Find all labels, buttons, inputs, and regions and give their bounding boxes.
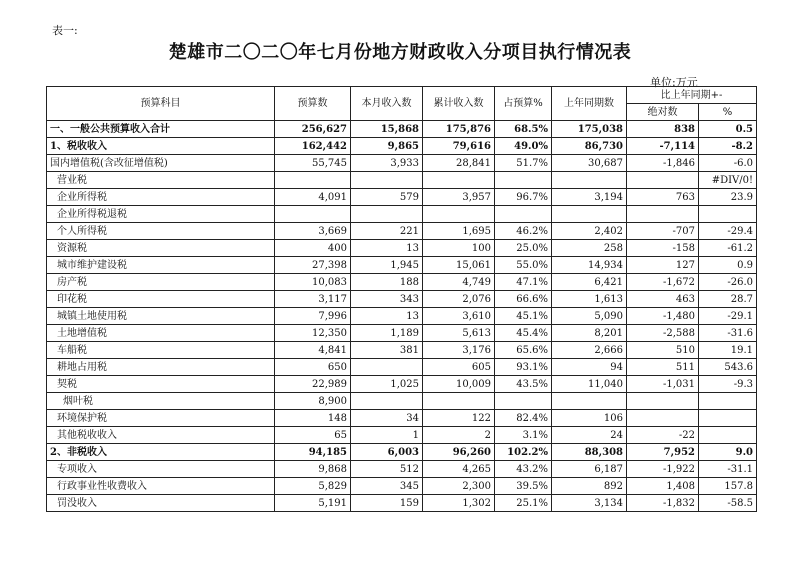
cell-pct-budget: 47.1%	[495, 274, 552, 291]
header-pct: %	[699, 104, 757, 121]
cell-abs	[627, 410, 699, 427]
cell-abs	[627, 172, 699, 189]
cell-pct-budget: 46.2%	[495, 223, 552, 240]
cell-pct: 19.1	[699, 342, 757, 359]
table-row	[47, 138, 757, 155]
cell-budget: 94,185	[275, 444, 351, 461]
cell-last-year: 2,402	[552, 223, 627, 240]
table-row	[47, 325, 757, 342]
cell-pct-budget: 45.4%	[495, 325, 552, 342]
cell-pct: #DIV/0!	[699, 172, 757, 189]
cell-name: 环境保护税	[47, 410, 275, 427]
cell-budget: 3,117	[275, 291, 351, 308]
cell-budget: 5,191	[275, 495, 351, 512]
cell-abs: -158	[627, 240, 699, 257]
table-row	[47, 478, 757, 495]
cell-pct: -31.6	[699, 325, 757, 342]
cell-pct-budget: 43.5%	[495, 376, 552, 393]
cell-name: 专项收入	[47, 461, 275, 478]
cell-abs: 1,408	[627, 478, 699, 495]
cell-month: 3,933	[351, 155, 423, 172]
cell-last-year: 30,687	[552, 155, 627, 172]
cell-cumulative: 3,176	[423, 342, 495, 359]
cell-last-year: 3,194	[552, 189, 627, 206]
cell-pct-budget: 93.1%	[495, 359, 552, 376]
header-last-year: 上年同期数	[552, 87, 627, 121]
cell-last-year: 2,666	[552, 342, 627, 359]
cell-abs: 463	[627, 291, 699, 308]
header-item: 预算科目	[47, 87, 275, 121]
cell-pct: -31.1	[699, 461, 757, 478]
cell-cumulative: 1,695	[423, 223, 495, 240]
cell-pct-budget	[495, 393, 552, 410]
cell-last-year: 11,040	[552, 376, 627, 393]
cell-abs: 763	[627, 189, 699, 206]
cell-name: 2、非税收入	[47, 444, 275, 461]
cell-pct: -8.2	[699, 138, 757, 155]
cell-pct-budget: 55.0%	[495, 257, 552, 274]
cell-pct-budget: 96.7%	[495, 189, 552, 206]
cell-month: 512	[351, 461, 423, 478]
table-row	[47, 291, 757, 308]
cell-last-year: 3,134	[552, 495, 627, 512]
cell-cumulative	[423, 393, 495, 410]
header-cumulative: 累计收入数	[423, 87, 495, 121]
cell-abs: 511	[627, 359, 699, 376]
cell-abs	[627, 206, 699, 223]
cell-pct: -9.3	[699, 376, 757, 393]
cell-abs: -1,031	[627, 376, 699, 393]
cell-cumulative: 4,265	[423, 461, 495, 478]
cell-last-year: 5,090	[552, 308, 627, 325]
header-compare-group: 比上年同期+-	[627, 87, 757, 104]
cell-name: 烟叶税	[47, 393, 275, 410]
cell-cumulative: 15,061	[423, 257, 495, 274]
cell-abs: -1,672	[627, 274, 699, 291]
cell-last-year: 1,613	[552, 291, 627, 308]
cell-budget: 650	[275, 359, 351, 376]
cell-name: 营业税	[47, 172, 275, 189]
cell-month: 381	[351, 342, 423, 359]
cell-cumulative: 5,613	[423, 325, 495, 342]
cell-last-year: 14,934	[552, 257, 627, 274]
cell-budget: 7,996	[275, 308, 351, 325]
cell-name: 土地增值税	[47, 325, 275, 342]
table-row	[47, 444, 757, 461]
cell-abs: 7,952	[627, 444, 699, 461]
cell-budget: 400	[275, 240, 351, 257]
table-row	[47, 410, 757, 427]
table-row	[47, 393, 757, 410]
cell-last-year	[552, 172, 627, 189]
table-row	[47, 257, 757, 274]
table-row	[47, 342, 757, 359]
cell-last-year: 6,421	[552, 274, 627, 291]
cell-last-year: 88,308	[552, 444, 627, 461]
cell-cumulative: 79,616	[423, 138, 495, 155]
header-budget: 预算数	[275, 87, 351, 121]
cell-cumulative: 28,841	[423, 155, 495, 172]
cell-last-year: 24	[552, 427, 627, 444]
cell-abs: 510	[627, 342, 699, 359]
cell-budget: 27,398	[275, 257, 351, 274]
cell-abs: -2,588	[627, 325, 699, 342]
cell-month	[351, 393, 423, 410]
cell-pct-budget: 25.1%	[495, 495, 552, 512]
table-row	[47, 359, 757, 376]
cell-name: 印花税	[47, 291, 275, 308]
cell-name: 企业所得税	[47, 189, 275, 206]
cell-pct: 28.7	[699, 291, 757, 308]
cell-last-year: 94	[552, 359, 627, 376]
cell-last-year	[552, 206, 627, 223]
cell-pct-budget: 49.0%	[495, 138, 552, 155]
cell-month: 221	[351, 223, 423, 240]
cell-pct: 23.9	[699, 189, 757, 206]
cell-name: 罚没收入	[47, 495, 275, 512]
cell-cumulative: 175,876	[423, 121, 495, 138]
cell-abs: -7,114	[627, 138, 699, 155]
cell-month: 1,945	[351, 257, 423, 274]
cell-name: 城镇土地使用税	[47, 308, 275, 325]
cell-name: 一、一般公共预算收入合计	[47, 121, 275, 138]
cell-pct-budget	[495, 172, 552, 189]
cell-month: 9,865	[351, 138, 423, 155]
cell-cumulative: 2,300	[423, 478, 495, 495]
cell-last-year: 892	[552, 478, 627, 495]
cell-budget	[275, 172, 351, 189]
cell-cumulative: 122	[423, 410, 495, 427]
cell-pct-budget: 3.1%	[495, 427, 552, 444]
cell-month: 13	[351, 240, 423, 257]
table-row	[47, 376, 757, 393]
table-row	[47, 495, 757, 512]
cell-month: 345	[351, 478, 423, 495]
cell-cumulative	[423, 172, 495, 189]
cell-name: 行政事业性收费收入	[47, 478, 275, 495]
cell-pct-budget: 39.5%	[495, 478, 552, 495]
cell-month: 343	[351, 291, 423, 308]
cell-budget: 55,745	[275, 155, 351, 172]
cell-abs: -1,480	[627, 308, 699, 325]
cell-month: 188	[351, 274, 423, 291]
cell-abs: -1,832	[627, 495, 699, 512]
cell-name: 国内增值税(含改征增值税)	[47, 155, 275, 172]
cell-last-year	[552, 393, 627, 410]
cell-pct: -58.5	[699, 495, 757, 512]
cell-month: 13	[351, 308, 423, 325]
cell-budget: 9,868	[275, 461, 351, 478]
cell-cumulative	[423, 206, 495, 223]
table-row	[47, 189, 757, 206]
table-row	[47, 172, 757, 189]
header-month: 本月收入数	[351, 87, 423, 121]
cell-pct: 543.6	[699, 359, 757, 376]
table-row	[47, 274, 757, 291]
cell-pct-budget: 102.2%	[495, 444, 552, 461]
cell-name: 城市维护建设税	[47, 257, 275, 274]
cell-name: 企业所得税退税	[47, 206, 275, 223]
cell-pct	[699, 206, 757, 223]
cell-month: 579	[351, 189, 423, 206]
cell-name: 契税	[47, 376, 275, 393]
cell-pct-budget: 51.7%	[495, 155, 552, 172]
cell-month	[351, 172, 423, 189]
cell-pct: 0.9	[699, 257, 757, 274]
cell-month: 6,003	[351, 444, 423, 461]
page-title: 楚雄市二〇二〇年七月份地方财政收入分项目执行情况表	[168, 42, 632, 63]
table-body	[47, 121, 757, 512]
cell-budget: 10,083	[275, 274, 351, 291]
cell-cumulative: 2,076	[423, 291, 495, 308]
cell-pct-budget	[495, 206, 552, 223]
cell-last-year: 6,187	[552, 461, 627, 478]
cell-pct: 0.5	[699, 121, 757, 138]
cell-budget: 148	[275, 410, 351, 427]
cell-abs: 127	[627, 257, 699, 274]
cell-month: 159	[351, 495, 423, 512]
cell-budget: 5,829	[275, 478, 351, 495]
cell-cumulative: 10,009	[423, 376, 495, 393]
cell-name: 1、税收收入	[47, 138, 275, 155]
cell-pct: -26.0	[699, 274, 757, 291]
cell-month: 1	[351, 427, 423, 444]
cell-last-year: 175,038	[552, 121, 627, 138]
cell-budget	[275, 206, 351, 223]
cell-abs: 838	[627, 121, 699, 138]
cell-cumulative: 96,260	[423, 444, 495, 461]
cell-name: 其他税收收入	[47, 427, 275, 444]
cell-pct-budget: 45.1%	[495, 308, 552, 325]
table-note: 表一:	[52, 24, 78, 37]
cell-cumulative: 1,302	[423, 495, 495, 512]
cell-budget: 3,669	[275, 223, 351, 240]
cell-budget: 256,627	[275, 121, 351, 138]
cell-pct: -6.0	[699, 155, 757, 172]
cell-budget: 12,350	[275, 325, 351, 342]
table-row	[47, 121, 757, 138]
cell-pct	[699, 427, 757, 444]
cell-month: 34	[351, 410, 423, 427]
cell-last-year: 106	[552, 410, 627, 427]
cell-month: 15,868	[351, 121, 423, 138]
table-row	[47, 240, 757, 257]
cell-pct: -29.1	[699, 308, 757, 325]
cell-cumulative: 3,610	[423, 308, 495, 325]
cell-cumulative: 2	[423, 427, 495, 444]
table-row	[47, 308, 757, 325]
cell-budget: 162,442	[275, 138, 351, 155]
cell-pct-budget: 68.5%	[495, 121, 552, 138]
cell-last-year: 8,201	[552, 325, 627, 342]
table-row	[47, 223, 757, 240]
cell-abs: -707	[627, 223, 699, 240]
cell-budget: 22,989	[275, 376, 351, 393]
cell-pct-budget: 82.4%	[495, 410, 552, 427]
cell-name: 房产税	[47, 274, 275, 291]
cell-month	[351, 359, 423, 376]
cell-name: 车船税	[47, 342, 275, 359]
cell-budget: 4,841	[275, 342, 351, 359]
cell-pct-budget: 43.2%	[495, 461, 552, 478]
cell-budget: 8,900	[275, 393, 351, 410]
header-pct-budget: 占预算%	[495, 87, 552, 121]
cell-month: 1,025	[351, 376, 423, 393]
cell-budget: 4,091	[275, 189, 351, 206]
unit-label: 单位:万元	[650, 76, 698, 89]
cell-pct: -29.4	[699, 223, 757, 240]
cell-pct: 9.0	[699, 444, 757, 461]
cell-cumulative: 4,749	[423, 274, 495, 291]
revenue-table	[46, 86, 757, 512]
cell-cumulative: 100	[423, 240, 495, 257]
table-row	[47, 461, 757, 478]
cell-last-year: 86,730	[552, 138, 627, 155]
cell-abs	[627, 393, 699, 410]
table-row	[47, 427, 757, 444]
cell-cumulative: 3,957	[423, 189, 495, 206]
header-abs: 绝对数	[627, 104, 699, 121]
cell-pct-budget: 66.6%	[495, 291, 552, 308]
cell-month	[351, 206, 423, 223]
cell-pct: -61.2	[699, 240, 757, 257]
cell-name: 个人所得税	[47, 223, 275, 240]
cell-abs: -22	[627, 427, 699, 444]
cell-pct-budget: 65.6%	[495, 342, 552, 359]
cell-pct-budget: 25.0%	[495, 240, 552, 257]
cell-pct	[699, 393, 757, 410]
cell-budget: 65	[275, 427, 351, 444]
table-row	[47, 155, 757, 172]
cell-abs: -1,846	[627, 155, 699, 172]
cell-name: 资源税	[47, 240, 275, 257]
table-row	[47, 206, 757, 223]
cell-cumulative: 605	[423, 359, 495, 376]
cell-last-year: 258	[552, 240, 627, 257]
cell-name: 耕地占用税	[47, 359, 275, 376]
cell-pct	[699, 410, 757, 427]
cell-pct: 157.8	[699, 478, 757, 495]
cell-abs: -1,922	[627, 461, 699, 478]
cell-month: 1,189	[351, 325, 423, 342]
